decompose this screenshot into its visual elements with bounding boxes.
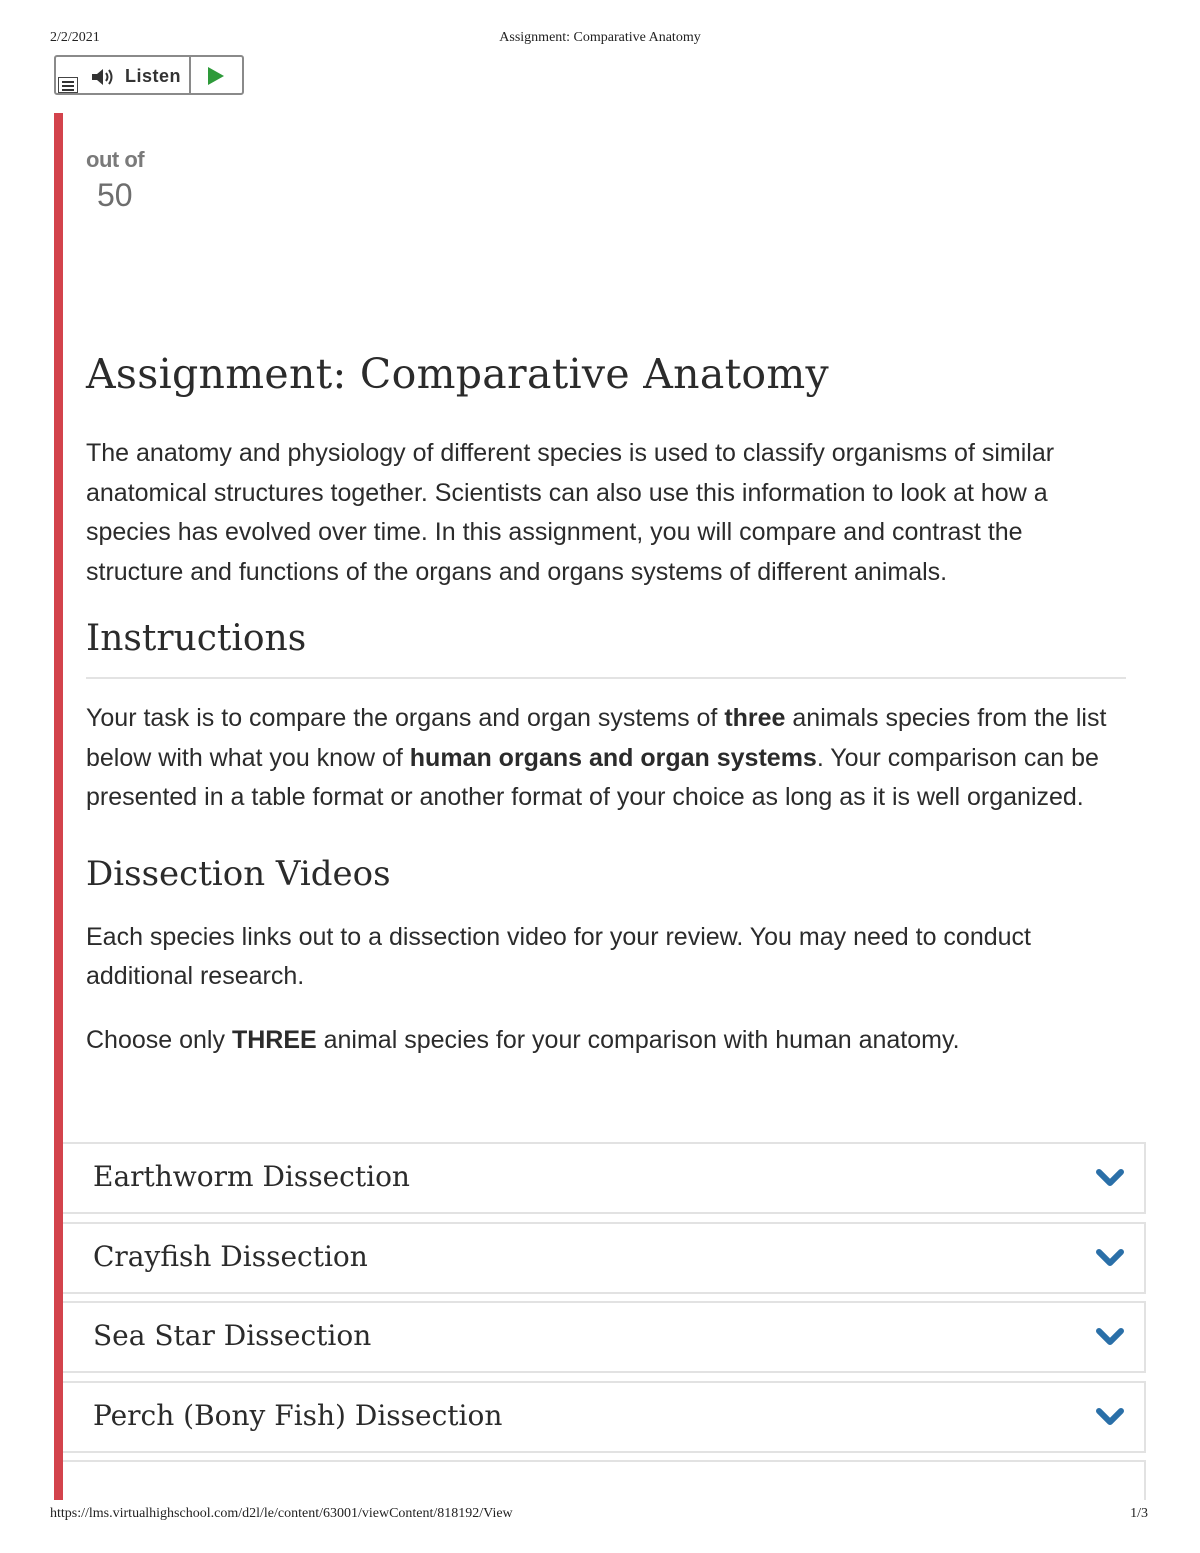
accordion-label[interactable]: Earthworm Dissection — [93, 1160, 410, 1193]
page-title: Assignment: Comparative Anatomy — [86, 350, 829, 398]
speaker-icon — [90, 67, 118, 87]
dissection-paragraph: Each species links out to a dissection video for your review. You may need to conduct additional research. — [86, 922, 1031, 990]
assignment-content — [86, 350, 1126, 1060]
chevron-down-icon[interactable] — [1096, 1327, 1124, 1347]
instructions-paragraph: Your task is to compare the organs and organ systems of three animals species from the list below with what you know of human organs and organ systems. Your comparison can be presented in a table format or another format of your choice as long as it is well organized. — [86, 704, 1107, 811]
chevron-down-icon[interactable] — [1096, 1248, 1124, 1268]
score-value: 50 — [97, 177, 133, 213]
accordion-item-perch[interactable] — [63, 1381, 1146, 1453]
print-header — [50, 30, 1150, 48]
accordion-label[interactable]: Sea Star Dissection — [93, 1319, 372, 1352]
print-page-number: 1/3 — [1130, 1506, 1148, 1521]
print-url: https://lms.virtualhighschool.com/d2l/le/content/63001/viewContent/818192/View — [50, 1506, 513, 1521]
listen-divider — [189, 57, 191, 93]
heading-divider — [86, 677, 1126, 679]
accent-bar — [54, 113, 63, 1500]
intro-paragraph: The anatomy and physiology of different species is used to classify organisms of similar anatomical structures together. Scientists can also use this information to look at how a species has evolved over time. In this assignment, you will compare and contrast the structure and functions of the organs and organs systems of different animals. — [86, 439, 1055, 586]
chevron-down-icon[interactable] — [1096, 1407, 1124, 1427]
accordion-item-earthworm[interactable] — [63, 1142, 1146, 1214]
accordion-label[interactable]: Crayfish Dissection — [93, 1240, 368, 1273]
accordion-item-crayfish[interactable] — [63, 1222, 1146, 1294]
choose-paragraph: Choose only THREE animal species for your comparison with human anatomy. — [86, 1025, 960, 1054]
accordion-item-partial[interactable] — [63, 1460, 1146, 1500]
print-title: Assignment: Comparative Anatomy — [499, 30, 701, 45]
menu-icon[interactable] — [58, 77, 78, 93]
play-icon[interactable] — [208, 67, 224, 85]
listen-label[interactable]: Listen — [125, 66, 182, 86]
instructions-heading: Instructions — [86, 618, 307, 659]
dissection-heading: Dissection Videos — [86, 853, 391, 894]
chevron-down-icon[interactable] — [1096, 1168, 1124, 1188]
score-label: out of — [86, 147, 145, 172]
print-date: 2/2/2021 — [50, 30, 100, 45]
accordion-item-sea-star[interactable] — [63, 1301, 1146, 1373]
accordion-label[interactable]: Perch (Bony Fish) Dissection — [93, 1399, 503, 1432]
listen-widget[interactable] — [54, 55, 244, 95]
